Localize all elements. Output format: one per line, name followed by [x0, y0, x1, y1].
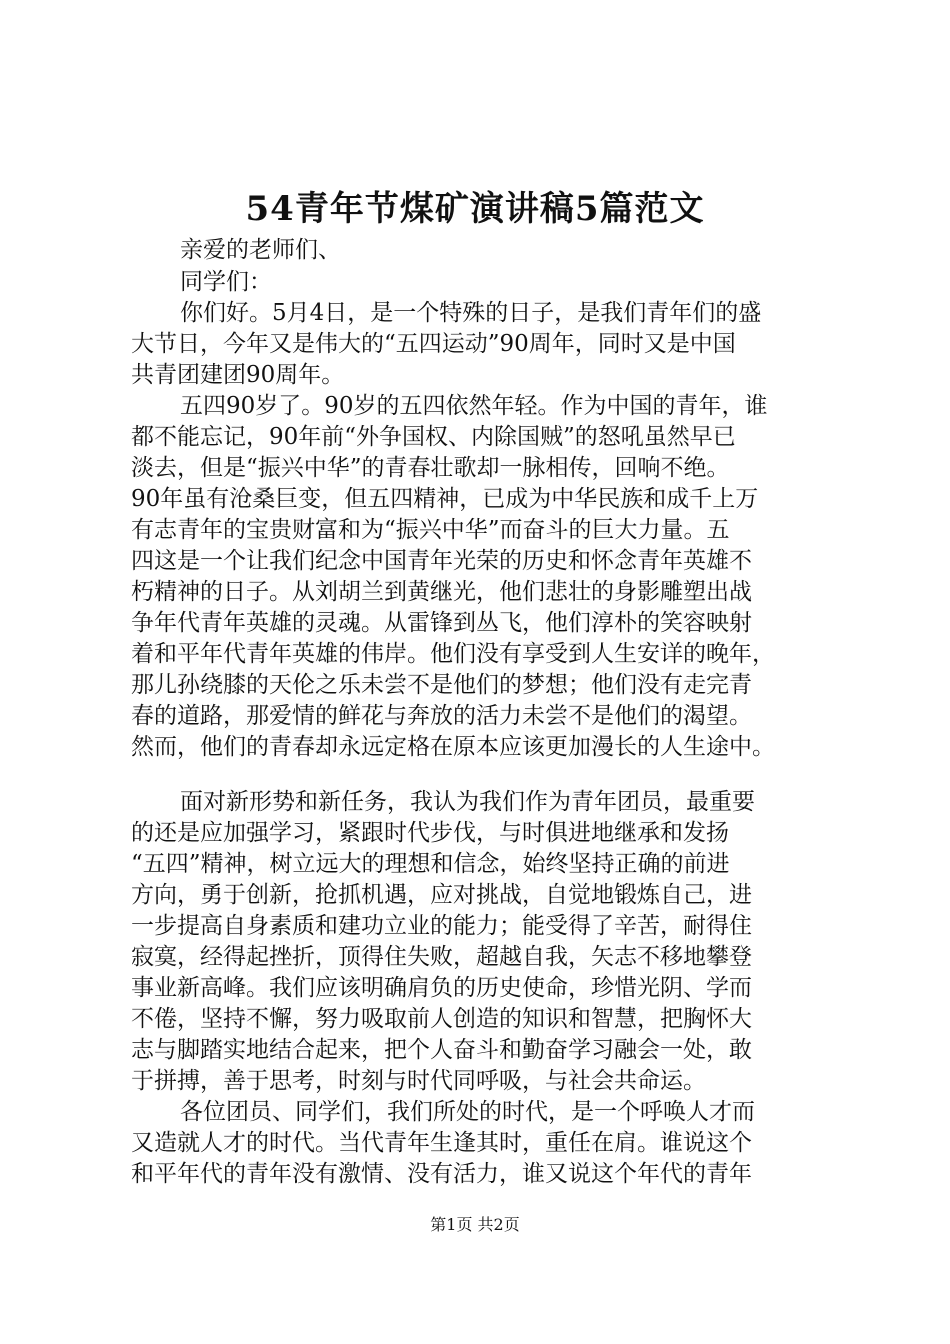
body-line: 四这是一个让我们纪念中国青年光荣的历史和怀念青年英雄不 [131, 548, 752, 574]
body-line: 志与脚踏实地结合起来，把个人奋斗和勤奋学习融会一处，敢 [131, 1037, 752, 1063]
body-line: 春的道路，那爱情的鲜花与奔放的活力未尝不是他们的渴望。 [131, 703, 752, 729]
body-line: 面对新形势和新任务，我认为我们作为青年团员，最重要 [180, 789, 755, 815]
body-line: 共青团建团90周年。 [131, 362, 345, 388]
body-line: 于拼搏，善于思考，时刻与时代同呼吸，与社会共命运。 [131, 1068, 706, 1094]
body-line: 你们好。5月4日，是一个特殊的日子，是我们青年们的盛 [180, 300, 762, 326]
body-line: 同学们： [180, 269, 272, 295]
body-line: 不倦，坚持不懈，努力吸取前人创造的知识和智慧，把胸怀大 [131, 1006, 752, 1032]
body-line: 着和平年代青年英雄的伟岸。他们没有享受到人生安详的晚年， [131, 641, 775, 667]
body-line: 淡去，但是“振兴中华”的青春壮歌却一脉相传，回响不绝。 [131, 455, 730, 481]
body-line: 五四90岁了。90岁的五四依然年轻。作为中国的青年，谁 [180, 393, 768, 419]
body-line: 90年虽有沧桑巨变，但五四精神，已成为中华民族和成千上万 [131, 486, 759, 512]
body-line: 争年代青年英雄的灵魂。从雷锋到丛飞，他们淳朴的笑容映射 [131, 610, 752, 636]
body-line: 的还是应加强学习，紧跟时代步伐，与时俱进地继承和发扬 [131, 820, 729, 846]
body-line: 然而，他们的青春却永远定格在原本应该更加漫长的人生途中。 [131, 734, 775, 760]
body-line: 亲爱的老师们、 [180, 237, 341, 263]
body-line: 朽精神的日子。从刘胡兰到黄继光，他们悲壮的身影雕塑出战 [131, 579, 752, 605]
document-title: 54青年节煤矿演讲稿5篇范文 [245, 189, 705, 229]
body-line: 一步提高自身素质和建功立业的能力；能受得了辛苦，耐得住 [131, 913, 752, 939]
body-line: 事业新高峰。我们应该明确肩负的历史使命，珍惜光阴、学而 [131, 975, 752, 1001]
body-line: 方向，勇于创新，抢抓机遇，应对挑战，自觉地锻炼自己，进 [131, 882, 752, 908]
body-line: 和平年代的青年没有激情、没有活力，谁又说这个年代的青年 [131, 1161, 752, 1187]
body-line: 大节日，今年又是伟大的“五四运动”90周年，同时又是中国 [131, 331, 736, 357]
body-line: 又造就人才的时代。当代青年生逢其时，重任在肩。谁说这个 [131, 1130, 752, 1156]
page-footer: 第1页 共2页 [430, 1215, 520, 1234]
body-line: 有志青年的宝贵财富和为“振兴中华”而奋斗的巨大力量。五 [131, 517, 730, 543]
body-line: “五四”精神，树立远大的理想和信念，始终坚持正确的前进 [131, 851, 730, 877]
body-line: 都不能忘记，90年前“外争国权、内除国贼”的怒吼虽然早已 [131, 424, 736, 450]
body-line: 寂寞，经得起挫折，顶得住失败，超越自我，矢志不移地攀登 [131, 944, 752, 970]
body-line: 那儿孙绕膝的天伦之乐未尝不是他们的梦想；他们没有走完青 [131, 672, 752, 698]
body-line: 各位团员、同学们，我们所处的时代，是一个呼唤人才而 [180, 1099, 755, 1125]
